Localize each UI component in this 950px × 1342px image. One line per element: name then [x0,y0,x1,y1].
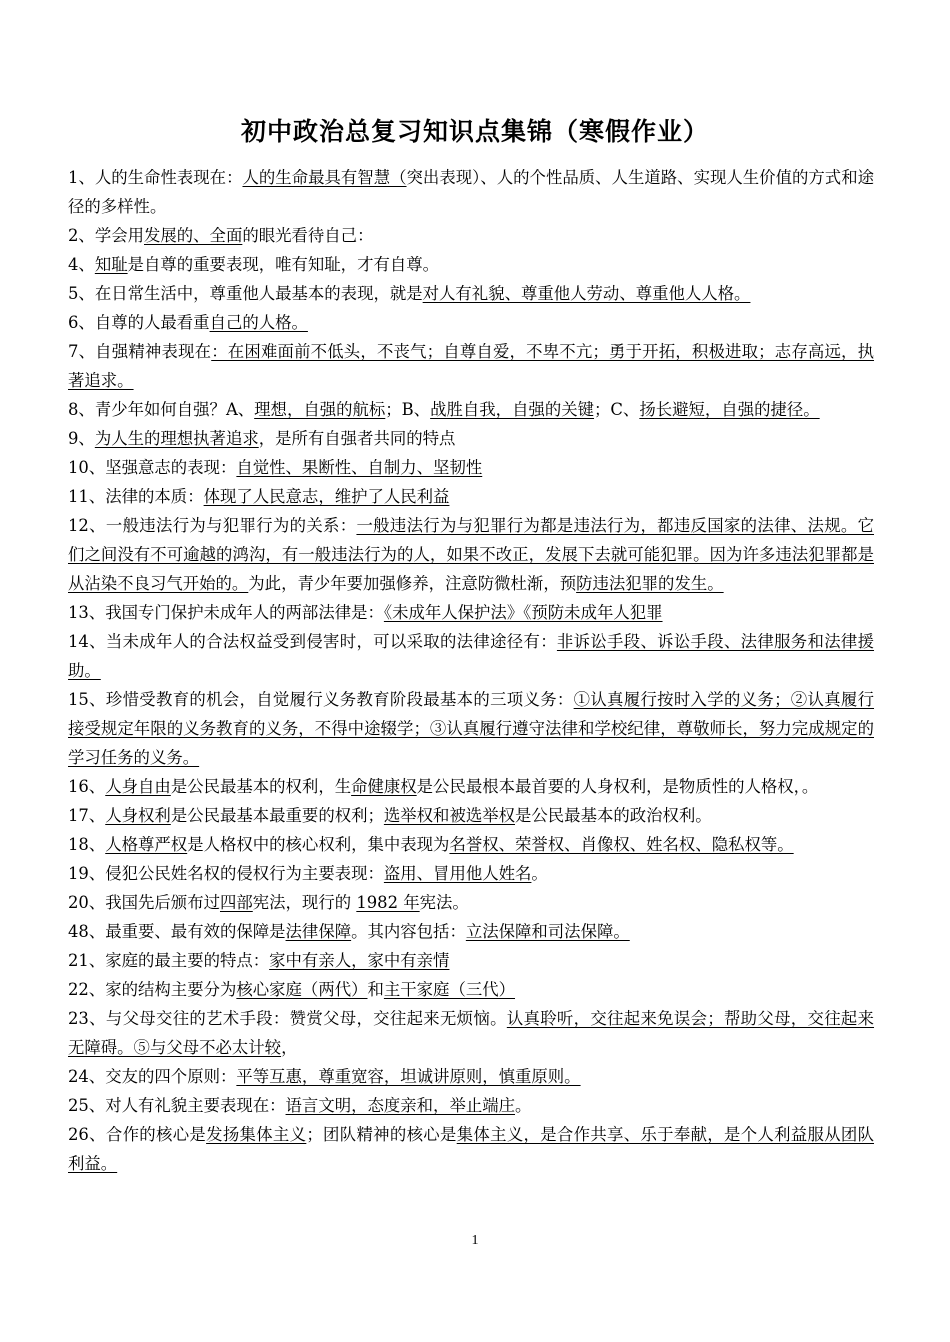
item-text: 23、与父母交往的艺术手段：赞赏父母，交往起来无烦恼。 [68,1009,507,1028]
item-text: 11、法律的本质： [68,487,204,506]
item-text: 4、 [68,255,95,274]
key-point-text: 战胜自我，自强的关键 [430,400,595,419]
item-text: 24、交友的四个原则： [68,1067,237,1086]
key-point-text: ①认真履行按时入学的义务；②认真履行接受规定年限的义务教育的义务，不得中途辍学；③认真履行遵守法律和学校纪律，尊敬师长，努力完成规定的学习任务的义务。 [68,690,875,767]
knowledge-item [68,685,874,772]
key-point-text: 发扬集体主义 [206,1125,307,1144]
key-point-text: 自觉性、果断性、自制力、坚韧性 [236,458,483,477]
item-text: ；团队精神的核心是 [306,1125,457,1144]
key-point-text: 名誉权、荣誉权、肖像权、姓名权、隐私权等。 [449,835,794,854]
item-text: 13、我国专门保护未成年人的两部法律是： [68,603,384,622]
item-text: 是公民最基本的权利，生 [170,777,352,796]
knowledge-item [68,598,874,627]
key-point-text: 自己的人格。 [209,313,308,332]
item-text: 8、青少年如何自强？A、 [68,400,255,419]
key-point-text: 人的生命最具有智慧（ [242,168,407,187]
item-text: 是自尊的重要表现，唯有知耻，才有自尊。 [127,255,440,274]
item-text: 是公民最基本的政治权利。 [515,806,712,825]
item-text: 。其内容包括： [351,922,466,941]
key-point-text: 语言文明，态度亲和，举止端庄 [285,1096,516,1115]
item-text: 9、 [68,429,95,448]
key-point-text: 法律保障 [285,922,352,941]
knowledge-item [68,337,874,395]
key-point-text: 对人有礼貌、尊重他人劳动、尊重他人人格。 [422,284,751,303]
item-text: 14、当未成年人的合法权益受到侵害时，可以采取的法律途径有： [68,632,557,651]
item-text: ， [281,1038,298,1057]
knowledge-item [68,1091,874,1120]
knowledge-item [68,279,874,308]
knowledge-item [68,511,874,598]
item-text: 。 [515,1096,532,1115]
knowledge-item [68,1004,874,1062]
key-point-text: ：在困难面前不低头，不丧气；自尊自爱，不卑不亢；勇于开拓，积极进取；志存高远，执著追求。 [68,342,875,390]
item-text: 48、最重要、最有效的保障是 [68,922,286,941]
key-point-text: 一般违法行为与犯罪行为都是违法行为，都违反国家的法律、法规。它们之间没有不可逾越的鸿沟，有一般违法行为的人，如果不改正，发展下去就可能犯罪。因为许多违法犯罪都是从沾染不良习气开始的。 [68,516,874,593]
key-point-text: 认真聆听，交往起来免误会；帮助父母，交往起来无障碍。⑤与父母不必太计较 [68,1009,875,1057]
key-point-text: 人格尊严权 [105,835,188,854]
key-point-text: 平等互惠，尊重宽容，坦诚讲原则，慎重原则。 [236,1067,581,1086]
key-point-text: 盗用、冒用他人姓名 [383,864,532,883]
key-point-text: 知耻 [94,255,128,274]
item-text: 是公民最根本最首要的人身权利，是物质性的人格权，。 [416,777,819,796]
item-text: 19、侵犯公民姓名权的侵权行为主要表现： [68,864,384,883]
document-title: 初中政治总复习知识点集锦（寒假作业） [240,117,709,146]
page-number: 1 [471,1233,479,1248]
key-point-text: 发展的、全面 [144,226,243,245]
item-text: ；B、 [385,400,431,419]
item-text: 10、坚强意志的表现： [68,458,237,477]
key-point-text: 家中有亲人，家中有亲情 [269,951,450,970]
item-text: ，是所有自强者共同的特点 [258,429,456,448]
knowledge-item [68,830,874,859]
key-point-text: 主干家庭（三代） [383,980,516,999]
knowledge-item [68,888,874,917]
item-text: 15、珍惜受教育的机会，自觉履行义务教育阶段最基本的三项义务： [68,690,574,709]
knowledge-item [68,424,874,453]
knowledge-item [68,917,874,946]
item-text: ；C、 [594,400,640,419]
key-point-text: 命健康权 [351,777,417,796]
item-text: 是公民最基本最重要的权利； [170,806,384,825]
knowledge-item [68,1062,874,1091]
knowledge-item [68,250,874,279]
item-text: 25、对人有礼貌主要表现在： [68,1096,286,1115]
knowledge-item [68,308,874,337]
knowledge-item [68,453,874,482]
knowledge-item [68,163,874,221]
item-text: 2、学会用 [68,226,144,245]
key-point-text: 防违法犯罪的发生。 [576,574,724,593]
item-text: 的眼光看待自己： [242,226,374,245]
knowledge-item [68,221,874,250]
knowledge-item [68,627,874,685]
item-text: 。 [531,864,548,883]
item-text: 为此，青少年要加强修养，注意防微杜渐，预 [248,574,577,593]
key-point-text: 理想，自强的航标 [254,400,386,419]
knowledge-item [68,1120,874,1178]
key-point-text: 为人生的理想执著追求 [94,429,259,448]
key-point-text: 立法保障和司法保障。 [465,922,630,941]
item-text: 5、在日常生活中，尊重他人最基本的表现，就是 [68,284,423,303]
item-text: 12、一般违法行为与犯罪行为的关系： [68,516,357,535]
item-text: 是人格权中的核心权利，集中表现为 [187,835,450,854]
item-text: 1、人的生命性表现在： [68,168,243,187]
knowledge-item [68,772,874,801]
key-point-text: 四部 [219,893,253,912]
item-text: 突出表现）、人的个性品质、人生道路、实现人生价值的方式和途径的多样性。 [68,168,874,216]
key-point-text: 集体主义，是合作共享、乐于奉献，是个人利益服从团队利益。 [68,1125,875,1173]
item-text: 6、自尊的人最看重 [68,313,210,332]
item-text: 26、合作的核心是 [68,1125,207,1144]
item-text: 17、 [68,806,106,825]
key-point-text: 1982 年 [356,893,420,912]
item-text: 7、自强精神表现在 [68,342,212,361]
key-point-text: 人身权利 [105,806,171,825]
item-text: 20、我国先后颁布过 [68,893,220,912]
knowledge-item [68,859,874,888]
item-text: 16、 [68,777,106,796]
key-point-text: 选举权和被选举权 [383,806,516,825]
knowledge-item [68,395,874,424]
key-point-text: 非诉讼手段、诉讼手段、法律服务和法律援助。 [68,632,875,680]
item-text: 21、家庭的最主要的特点： [68,951,270,970]
document-body [68,163,874,1178]
knowledge-item [68,975,874,1004]
item-text: 22、家的结构主要分为 [68,980,237,999]
key-point-text: 体现了人民意志，维护了人民利益 [203,487,450,506]
knowledge-item [68,946,874,975]
item-text: 18、 [68,835,106,854]
knowledge-item [68,801,874,830]
key-point-text: 《未成年人保护法》《预防未成年人犯罪 [383,603,663,622]
item-text: 宪法。 [419,893,469,912]
key-point-text: 人身自由 [105,777,171,796]
item-text: 宪法，现行的 [252,893,357,912]
item-text: 和 [367,980,384,999]
knowledge-item [68,482,874,511]
key-point-text: 核心家庭（两代） [236,980,368,999]
key-point-text: 扬长避短，自强的捷径。 [639,400,820,419]
